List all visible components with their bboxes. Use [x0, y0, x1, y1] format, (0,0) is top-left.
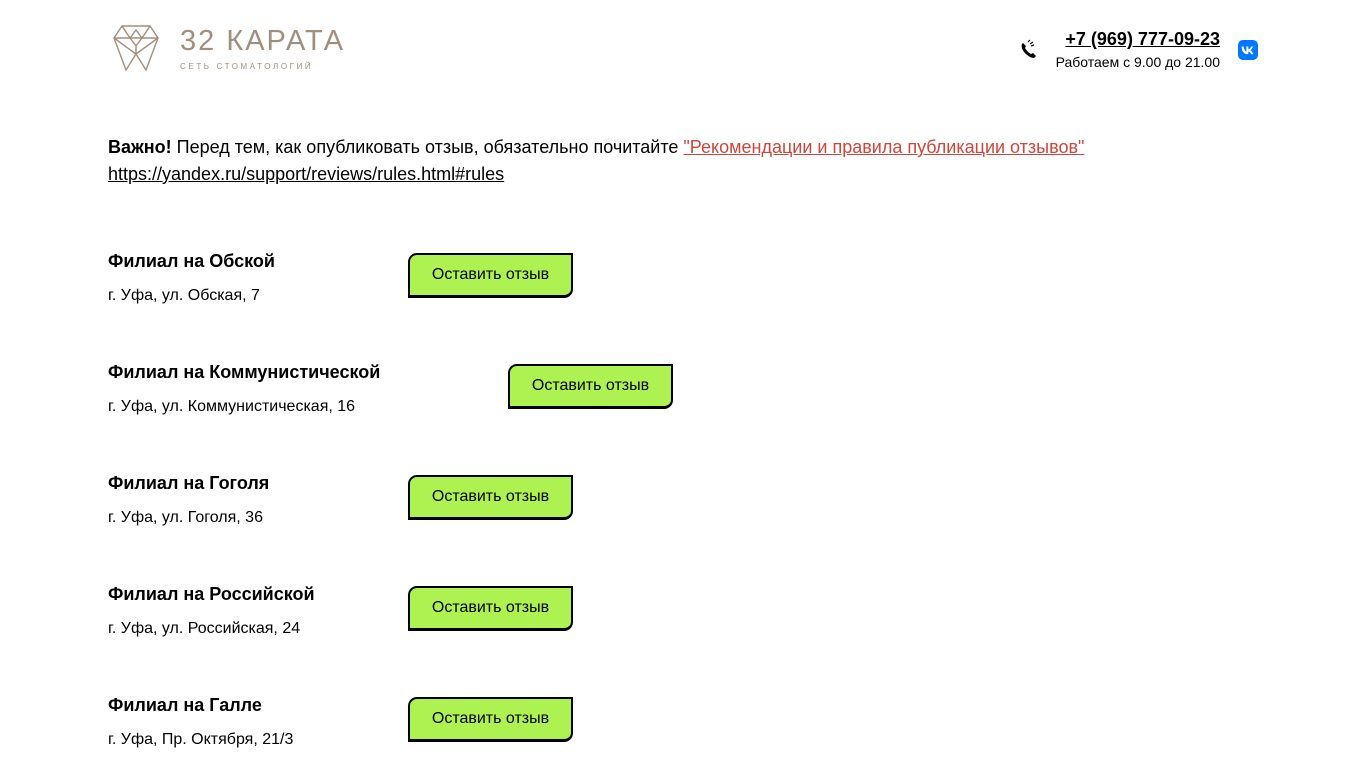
contacts — [1056, 28, 1220, 71]
diamond-tooth-icon — [113, 24, 159, 72]
branch-name: Филиал на Обской — [108, 251, 275, 271]
branch-address: г. Уфа, ул. Российская, 24 — [108, 620, 301, 637]
logo-title: 32 КАРАТА — [180, 24, 346, 57]
branch-name: Филиал на Галле — [108, 695, 262, 715]
notice — [108, 134, 1258, 188]
rules-link[interactable]: "Рекомендации и правила публикации отзывов" — [683, 137, 1085, 157]
branch-address: г. Уфа, Пр. Октября, 21/3 — [108, 731, 294, 748]
header — [0, 0, 1366, 100]
branch-address: г. Уфа, ул. Коммунистическая, 16 — [108, 398, 356, 415]
branch-item — [108, 250, 275, 306]
branch-name: Филиал на Гоголя — [108, 473, 270, 493]
leave-review-button[interactable]: Оставить отзыв — [408, 586, 573, 631]
branch-item — [108, 361, 380, 417]
vk-icon[interactable] — [1238, 40, 1258, 60]
branch-item — [108, 472, 269, 528]
leave-review-button[interactable]: Оставить отзыв — [408, 475, 573, 520]
phone-ringing-icon — [1018, 39, 1040, 61]
notice-text: Перед тем, как опубликовать отзыв, обязательно почитайте — [171, 137, 684, 157]
branch-address: г. Уфа, ул. Обская, 7 — [108, 287, 260, 304]
leave-review-button[interactable]: Оставить отзыв — [408, 697, 573, 742]
logo-link[interactable] — [113, 24, 345, 72]
leave-review-button[interactable]: Оставить отзыв — [508, 364, 673, 409]
rules-url-link[interactable]: https://yandex.ru/support/reviews/rules.html#rules — [108, 164, 505, 184]
phone-link[interactable]: +7 (969) 777-09-23 — [1065, 29, 1220, 49]
working-hours: Работаем с 9.00 до 21.00 — [1055, 54, 1220, 70]
branch-item — [108, 583, 315, 639]
vk-logo-glyph — [1241, 46, 1255, 55]
logo-text — [180, 26, 345, 71]
branch-item — [108, 694, 293, 750]
branch-name: Филиал на Коммунистической — [108, 362, 381, 382]
leave-review-button[interactable]: Оставить отзыв — [408, 253, 573, 298]
branch-address: г. Уфа, ул. Гоголя, 36 — [108, 509, 263, 526]
notice-important-label: Важно! — [108, 137, 172, 157]
branch-name: Филиал на Российской — [108, 584, 315, 604]
logo-subtitle: СЕТЬ СТОМАТОЛОГИЙ — [180, 61, 314, 71]
